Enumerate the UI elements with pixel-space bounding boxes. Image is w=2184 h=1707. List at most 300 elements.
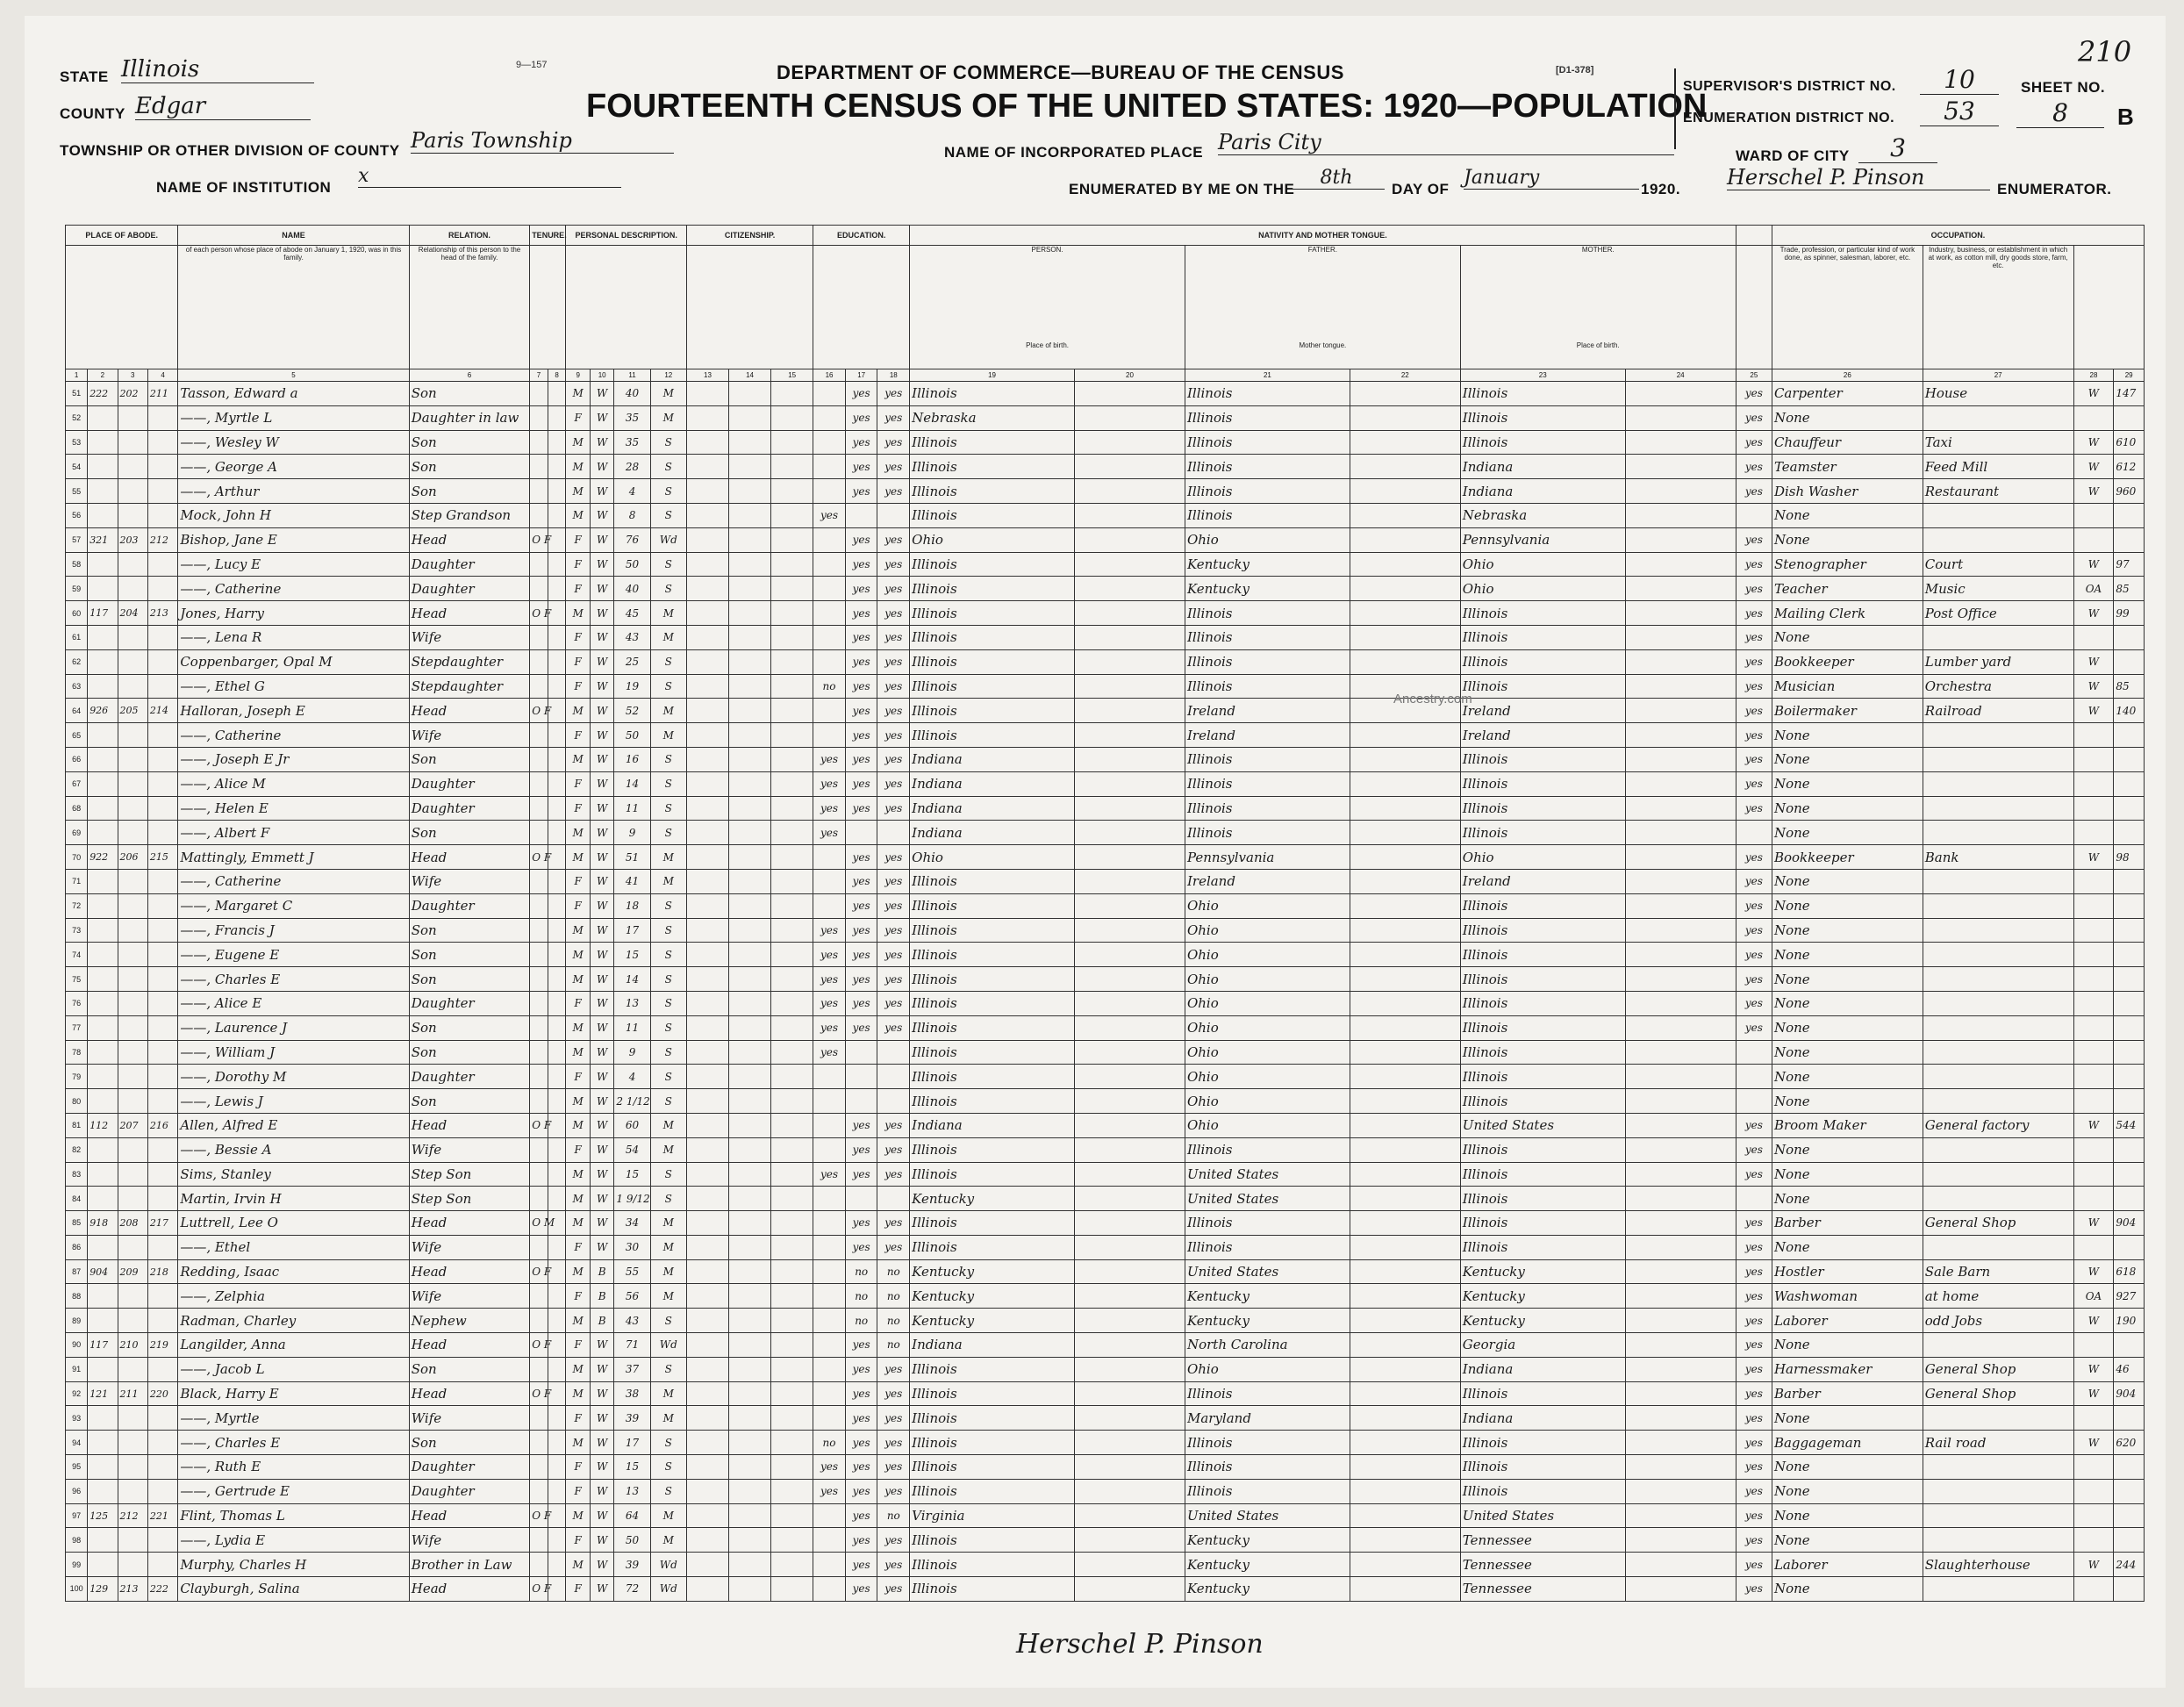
line-number: 100: [66, 1577, 88, 1602]
cell-school: [813, 382, 846, 406]
cell-name: ——, Francis J: [178, 918, 409, 943]
cell-birth: Illinois: [910, 1431, 1075, 1455]
cell-write: yes: [877, 577, 910, 601]
cell-empty: [1625, 943, 1736, 967]
cell-race: W: [590, 918, 613, 943]
cell-empty: [729, 1333, 771, 1358]
cell-sex: M: [566, 845, 590, 870]
cell-family: [147, 1553, 177, 1577]
cell-class: [2073, 918, 2114, 943]
cell-school: [813, 552, 846, 577]
cell-english: yes: [1736, 869, 1772, 893]
cell-right: [2114, 1187, 2145, 1211]
cell-relation: Head: [409, 527, 529, 552]
cell-empty: [729, 893, 771, 918]
line-number: 55: [66, 479, 88, 504]
cell-house: [88, 1455, 118, 1480]
cell-empty: [1074, 1577, 1185, 1602]
cell-empty: [771, 1211, 813, 1236]
cell-sex: F: [566, 796, 590, 821]
cell-age: 4: [614, 479, 650, 504]
cell-write: yes: [877, 796, 910, 821]
cell-right: [2114, 918, 2145, 943]
cell-marital: S: [650, 552, 686, 577]
cell-english: [1736, 1089, 1772, 1114]
cell-school: [813, 1211, 846, 1236]
cell-family: 214: [147, 699, 177, 723]
cell-industry: [1923, 1455, 2073, 1480]
cell-industry: [1923, 1503, 2073, 1528]
census-row: [66, 577, 2145, 601]
cell-empty: [729, 1259, 771, 1284]
cell-age: 15: [614, 1162, 650, 1187]
cell-right: [2114, 991, 2145, 1015]
cell-empty: [1625, 1357, 1736, 1381]
cell-empty: [771, 577, 813, 601]
cell-age: 43: [614, 1309, 650, 1333]
census-row: [66, 771, 2145, 796]
cell-school: [813, 1528, 846, 1553]
cell-english: yes: [1736, 1553, 1772, 1577]
col-industry-head: Industry, business, or establishment in which at work, as cotton mill, dry goods store, farm, etc.: [1923, 246, 2073, 369]
cell-english: yes: [1736, 747, 1772, 771]
cell-trade: Barber: [1772, 1211, 1923, 1236]
cell-family: [147, 1137, 177, 1162]
census-row: [66, 1479, 2145, 1503]
census-row: [66, 1577, 2145, 1602]
cell-empty: [1625, 1113, 1736, 1137]
cell-house: [88, 1431, 118, 1455]
cell-race: W: [590, 1503, 613, 1528]
cell-industry: [1923, 1528, 2073, 1553]
cell-read: yes: [845, 1235, 877, 1259]
cell-empty: [729, 527, 771, 552]
cell-marital: S: [650, 1089, 686, 1114]
cell-class: [2073, 1406, 2114, 1431]
cell-empty: [1350, 771, 1460, 796]
cell-read: yes: [845, 382, 877, 406]
cell-race: W: [590, 1553, 613, 1577]
cell-empty: [729, 943, 771, 967]
cell-age: 17: [614, 1431, 650, 1455]
cell-empty: [1350, 1455, 1460, 1480]
cell-trade: Broom Maker: [1772, 1113, 1923, 1137]
cell-mother: Illinois: [1460, 893, 1625, 918]
cell-family: [147, 1357, 177, 1381]
cell-right: 618: [2114, 1259, 2145, 1284]
cell-father: Illinois: [1185, 405, 1350, 430]
cell-read: yes: [845, 527, 877, 552]
cell-english: [1736, 1065, 1772, 1089]
column-number: 2: [88, 369, 118, 382]
cell-age: 8: [614, 503, 650, 527]
cell-birth: Illinois: [910, 1357, 1075, 1381]
cell-tenure: [530, 771, 548, 796]
cell-empty: [548, 1528, 566, 1553]
cell-empty: [548, 649, 566, 674]
cell-dwelling: [118, 625, 147, 649]
cell-race: W: [590, 1235, 613, 1259]
cell-birth: Ohio: [910, 527, 1075, 552]
cell-empty: [686, 1431, 728, 1455]
cell-empty: [1625, 1089, 1736, 1114]
cell-write: yes: [877, 1357, 910, 1381]
cell-empty: [1625, 1431, 1736, 1455]
cell-house: [88, 967, 118, 992]
col-personal-sub: [566, 246, 686, 369]
cell-marital: S: [650, 1309, 686, 1333]
sheet-side: B: [2117, 104, 2135, 130]
cell-empty: [1350, 625, 1460, 649]
cell-right: [2114, 821, 2145, 845]
cell-family: [147, 552, 177, 577]
institution-label: NAME OF INSTITUTION: [156, 179, 332, 196]
cell-empty: [548, 382, 566, 406]
cell-right: [2114, 1503, 2145, 1528]
cell-right: [2114, 771, 2145, 796]
cell-industry: [1923, 1479, 2073, 1503]
cell-race: W: [590, 479, 613, 504]
cell-sex: F: [566, 405, 590, 430]
cell-school: [813, 1333, 846, 1358]
census-row: [66, 991, 2145, 1015]
cell-school: [813, 625, 846, 649]
cell-dwelling: [118, 1015, 147, 1040]
cell-tenure: [530, 1357, 548, 1381]
cell-father: Illinois: [1185, 1137, 1350, 1162]
county-label: COUNTY: [60, 105, 125, 122]
cell-age: 50: [614, 552, 650, 577]
cell-empty: [686, 723, 728, 748]
cell-class: [2073, 893, 2114, 918]
cell-empty: [1074, 382, 1185, 406]
cell-empty: [1625, 430, 1736, 455]
cell-dwelling: 207: [118, 1113, 147, 1137]
cell-tenure: [530, 1235, 548, 1259]
cell-right: [2114, 723, 2145, 748]
cell-empty: [1350, 1015, 1460, 1040]
cell-age: 11: [614, 1015, 650, 1040]
cell-age: 18: [614, 893, 650, 918]
cell-trade: Laborer: [1772, 1553, 1923, 1577]
cell-empty: [771, 845, 813, 870]
cell-read: yes: [845, 699, 877, 723]
cell-school: [813, 893, 846, 918]
cell-right: [2114, 649, 2145, 674]
cell-empty: [729, 1553, 771, 1577]
cell-age: 55: [614, 1259, 650, 1284]
cell-empty: [1625, 1528, 1736, 1553]
cell-name: Coppenbarger, Opal M: [178, 649, 409, 674]
cell-house: [88, 552, 118, 577]
cell-tenure: [530, 723, 548, 748]
cell-empty: [771, 405, 813, 430]
cell-mother: Illinois: [1460, 967, 1625, 992]
cell-trade: Musician: [1772, 674, 1923, 699]
cell-empty: [771, 771, 813, 796]
cell-empty: [1074, 1015, 1185, 1040]
cell-empty: [729, 1040, 771, 1065]
cell-empty: [771, 674, 813, 699]
cell-empty: [729, 747, 771, 771]
cell-family: [147, 503, 177, 527]
cell-school: [813, 1187, 846, 1211]
cell-dwelling: 206: [118, 845, 147, 870]
cell-english: yes: [1736, 430, 1772, 455]
cell-empty: [729, 1479, 771, 1503]
cell-father: Kentucky: [1185, 1284, 1350, 1309]
cell-trade: None: [1772, 1235, 1923, 1259]
cell-birth: Illinois: [910, 699, 1075, 723]
cell-tenure: [530, 405, 548, 430]
cell-empty: [686, 674, 728, 699]
cell-empty: [548, 1284, 566, 1309]
cell-read: [845, 1065, 877, 1089]
state-value: Illinois: [121, 56, 314, 83]
cell-empty: [1350, 747, 1460, 771]
cell-relation: Head: [409, 699, 529, 723]
cell-tenure: O F: [530, 1113, 548, 1137]
cell-relation: Daughter: [409, 771, 529, 796]
cell-tenure: [530, 943, 548, 967]
cell-empty: [548, 918, 566, 943]
cell-name: ——, Eugene E: [178, 943, 409, 967]
cell-mother: Illinois: [1460, 1479, 1625, 1503]
cell-relation: Head: [409, 1113, 529, 1137]
cell-class: OA: [2073, 577, 2114, 601]
cell-empty: [1074, 503, 1185, 527]
line-number: 91: [66, 1357, 88, 1381]
cell-empty: [1625, 1333, 1736, 1358]
cell-sex: F: [566, 527, 590, 552]
census-row: [66, 845, 2145, 870]
cell-age: 4: [614, 1065, 650, 1089]
cell-industry: [1923, 918, 2073, 943]
cell-tenure: [530, 455, 548, 479]
cell-empty: [686, 747, 728, 771]
cell-right: 85: [2114, 674, 2145, 699]
column-number: 25: [1736, 369, 1772, 382]
cell-race: W: [590, 601, 613, 626]
col-group-relation: RELATION.: [409, 226, 529, 246]
line-number: 80: [66, 1089, 88, 1114]
column-number: 27: [1923, 369, 2073, 382]
cell-industry: [1923, 527, 2073, 552]
cell-tenure: [530, 967, 548, 992]
cell-tenure: [530, 382, 548, 406]
cell-house: 222: [88, 382, 118, 406]
cell-empty: [771, 723, 813, 748]
census-row: [66, 1137, 2145, 1162]
cell-empty: [1350, 552, 1460, 577]
cell-empty: [1074, 1479, 1185, 1503]
cell-father: Kentucky: [1185, 1553, 1350, 1577]
cell-empty: [1625, 1211, 1736, 1236]
cell-dwelling: [118, 943, 147, 967]
cell-empty: [1074, 845, 1185, 870]
cell-empty: [1625, 382, 1736, 406]
cell-trade: None: [1772, 943, 1923, 967]
cell-family: [147, 723, 177, 748]
cell-empty: [1350, 455, 1460, 479]
cell-industry: Taxi: [1923, 430, 2073, 455]
cell-english: yes: [1736, 527, 1772, 552]
cell-marital: S: [650, 991, 686, 1015]
line-number: 98: [66, 1528, 88, 1553]
cell-birth: Illinois: [910, 625, 1075, 649]
cell-industry: [1923, 1065, 2073, 1089]
cell-empty: [686, 625, 728, 649]
census-row: [66, 893, 2145, 918]
cell-industry: Feed Mill: [1923, 455, 2073, 479]
cell-race: W: [590, 577, 613, 601]
cell-family: [147, 771, 177, 796]
cell-empty: [1350, 1577, 1460, 1602]
form-code: 9—157: [516, 60, 548, 70]
cell-read: yes: [845, 1406, 877, 1431]
cell-house: [88, 943, 118, 967]
cell-mother: Illinois: [1460, 1431, 1625, 1455]
cell-father: Illinois: [1185, 747, 1350, 771]
cell-write: yes: [877, 893, 910, 918]
cell-school: [813, 649, 846, 674]
cell-dwelling: [118, 649, 147, 674]
cell-right: [2114, 796, 2145, 821]
cell-sex: F: [566, 649, 590, 674]
cell-industry: [1923, 967, 2073, 992]
cell-name: ——, Alice M: [178, 771, 409, 796]
cell-house: [88, 649, 118, 674]
cell-dwelling: [118, 967, 147, 992]
cell-empty: [548, 1406, 566, 1431]
cell-father: Ohio: [1185, 967, 1350, 992]
cell-empty: [771, 1065, 813, 1089]
cell-dwelling: [118, 1162, 147, 1187]
cell-empty: [686, 1137, 728, 1162]
cell-sex: F: [566, 1065, 590, 1089]
column-number: 15: [771, 369, 813, 382]
sheet-value: 8: [2016, 98, 2104, 128]
cell-age: 13: [614, 1479, 650, 1503]
cell-age: 72: [614, 1577, 650, 1602]
cell-marital: S: [650, 1065, 686, 1089]
cell-empty: [1625, 1381, 1736, 1406]
cell-mother: Illinois: [1460, 943, 1625, 967]
cell-write: yes: [877, 1479, 910, 1503]
line-number: 93: [66, 1406, 88, 1431]
cell-empty: [1350, 1309, 1460, 1333]
cell-class: [2073, 1089, 2114, 1114]
cell-write: yes: [877, 918, 910, 943]
cell-empty: [548, 943, 566, 967]
cell-mother: Illinois: [1460, 1211, 1625, 1236]
cell-trade: None: [1772, 747, 1923, 771]
cell-empty: [548, 405, 566, 430]
cell-empty: [548, 1431, 566, 1455]
cell-empty: [729, 1503, 771, 1528]
cell-family: [147, 649, 177, 674]
cell-empty: [1625, 771, 1736, 796]
column-number: 10: [590, 369, 613, 382]
cell-english: yes: [1736, 967, 1772, 992]
cell-tenure: [530, 1137, 548, 1162]
cell-marital: M: [650, 405, 686, 430]
cell-relation: Son: [409, 1357, 529, 1381]
cell-right: [2114, 1406, 2145, 1431]
cell-family: [147, 455, 177, 479]
cell-empty: [729, 479, 771, 504]
cell-name: Mock, John H: [178, 503, 409, 527]
cell-write: yes: [877, 552, 910, 577]
cell-marital: S: [650, 1015, 686, 1040]
cell-industry: Sale Barn: [1923, 1259, 2073, 1284]
cell-class: W: [2073, 455, 2114, 479]
cell-empty: [771, 1577, 813, 1602]
cell-industry: [1923, 943, 2073, 967]
cell-english: [1736, 1187, 1772, 1211]
cell-father: United States: [1185, 1259, 1350, 1284]
cell-empty: [729, 1211, 771, 1236]
cell-class: W: [2073, 552, 2114, 577]
cell-age: 43: [614, 625, 650, 649]
cell-empty: [1625, 967, 1736, 992]
cell-empty: [686, 821, 728, 845]
cell-mother: Illinois: [1460, 771, 1625, 796]
cell-school: [813, 1284, 846, 1309]
cell-trade: Washwoman: [1772, 1284, 1923, 1309]
cell-race: W: [590, 1040, 613, 1065]
cell-write: no: [877, 1333, 910, 1358]
cell-class: [2073, 503, 2114, 527]
cell-tenure: O F: [530, 1577, 548, 1602]
cell-school: yes: [813, 1455, 846, 1480]
census-row: [66, 1015, 2145, 1040]
cell-english: yes: [1736, 1503, 1772, 1528]
cell-empty: [729, 1065, 771, 1089]
cell-name: ——, Wesley W: [178, 430, 409, 455]
cell-english: yes: [1736, 918, 1772, 943]
census-row: [66, 1357, 2145, 1381]
cell-tenure: [530, 1455, 548, 1480]
cell-empty: [1074, 747, 1185, 771]
cell-right: [2114, 1333, 2145, 1358]
cell-class: W: [2073, 1309, 2114, 1333]
cell-empty: [771, 1309, 813, 1333]
cell-name: Murphy, Charles H: [178, 1553, 409, 1577]
cell-right: 99: [2114, 601, 2145, 626]
cell-trade: None: [1772, 1015, 1923, 1040]
col-trade-head: Trade, profession, or particular kind of work done, as spinner, salesman, laborer, etc.: [1772, 246, 1923, 369]
cell-trade: None: [1772, 405, 1923, 430]
cell-birth: Illinois: [910, 991, 1075, 1015]
cell-relation: Son: [409, 1015, 529, 1040]
cell-marital: M: [650, 1211, 686, 1236]
cell-birth: Illinois: [910, 503, 1075, 527]
cell-class: [2073, 796, 2114, 821]
cell-marital: Wd: [650, 1553, 686, 1577]
cell-marital: S: [650, 1479, 686, 1503]
col-education-sub: [813, 246, 910, 369]
cell-write: yes: [877, 1455, 910, 1480]
cell-family: 222: [147, 1577, 177, 1602]
cell-sex: F: [566, 1528, 590, 1553]
cell-class: W: [2073, 601, 2114, 626]
cell-write: yes: [877, 967, 910, 992]
cell-read: [845, 1089, 877, 1114]
cell-father: Ohio: [1185, 1065, 1350, 1089]
cell-empty: [771, 503, 813, 527]
cell-race: W: [590, 382, 613, 406]
